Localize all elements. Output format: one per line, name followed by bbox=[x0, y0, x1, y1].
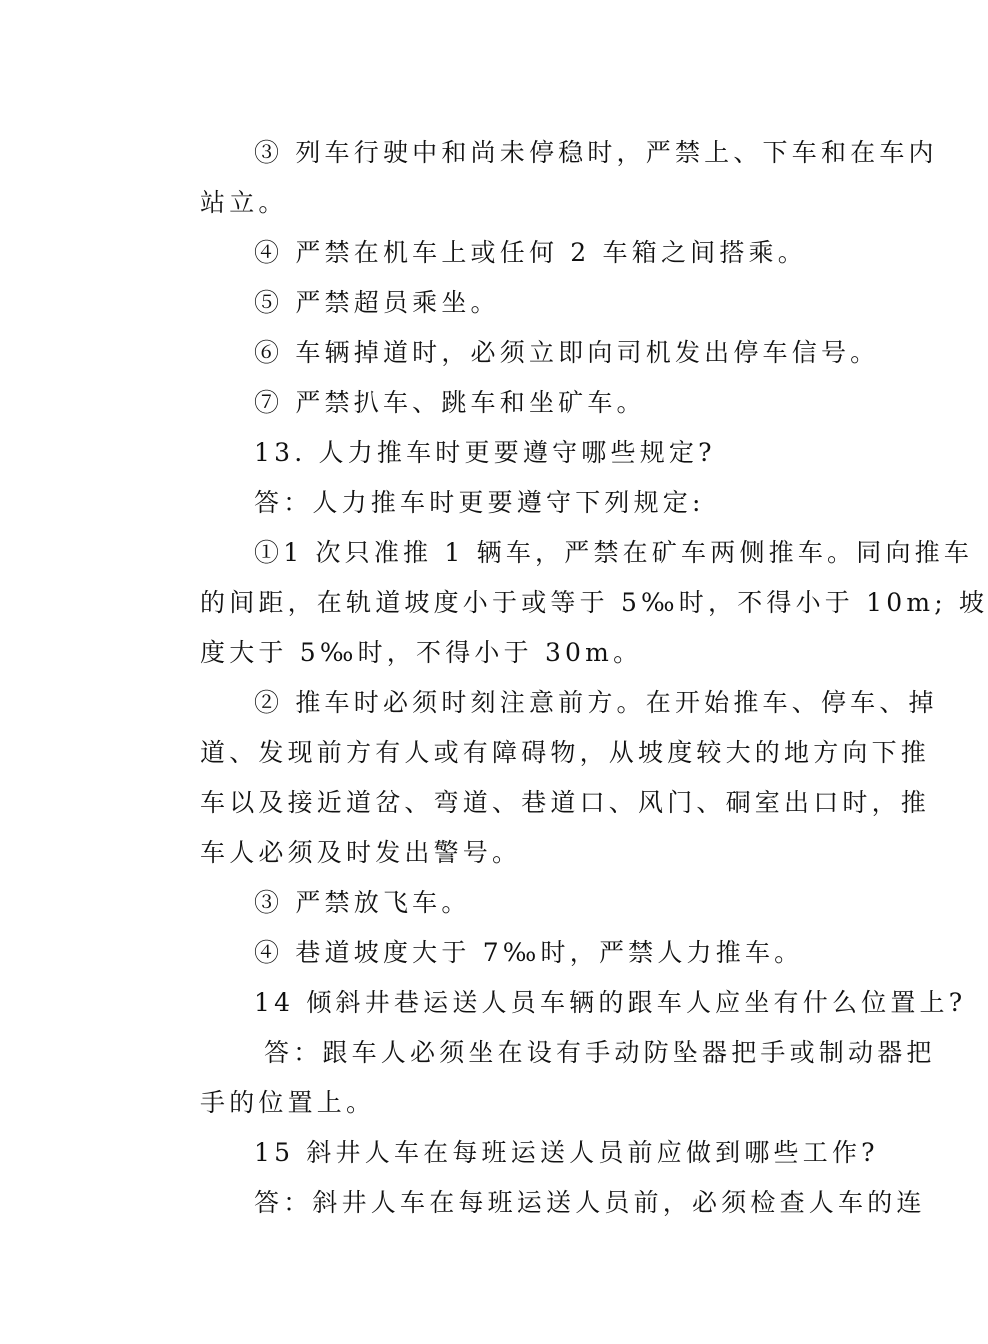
answer-14 bbox=[146, 1028, 936, 1128]
text-line: ② 推车时必须时刻注意前方。在开始推车、停车、掉 bbox=[254, 688, 938, 717]
question-15 bbox=[146, 1128, 879, 1178]
text-line: 答：跟车人必须坐在设有手动防坠器把手或制动器把 bbox=[264, 1038, 936, 1067]
text-line: ③ 列车行驶中和尚未停稳时，严禁上、下车和在车内 bbox=[254, 138, 938, 167]
answer-13-item-1 bbox=[146, 528, 988, 678]
text-line: 站立。 bbox=[200, 188, 288, 217]
text-line: 答：斜井人车在每班运送人员前，必须检查人车的连 bbox=[254, 1188, 926, 1217]
text-line: ①1 次只准推 1 辆车，严禁在矿车两侧推车。同向推车 bbox=[254, 538, 974, 567]
paragraph-rule-7 bbox=[146, 378, 806, 428]
paragraph-rule-4 bbox=[146, 228, 806, 278]
text-line: 13. 人力推车时更要遵守哪些规定? bbox=[254, 438, 716, 467]
question-14 bbox=[146, 978, 967, 1028]
text-line: ⑤ 严禁超员乘坐。 bbox=[254, 288, 500, 317]
text-line: ④ 严禁在机车上或任何 2 车箱之间搭乘。 bbox=[254, 238, 807, 267]
answer-15 bbox=[146, 1178, 926, 1228]
paragraph-rule-6 bbox=[146, 328, 880, 378]
paragraph-rule-3 bbox=[146, 128, 938, 228]
paragraph-rule-5 bbox=[146, 278, 806, 328]
text-line: ⑦ 严禁扒车、跳车和坐矿车。 bbox=[254, 388, 646, 417]
document-body bbox=[146, 128, 988, 1228]
answer-13 bbox=[146, 478, 806, 528]
text-line: ③ 严禁放飞车。 bbox=[254, 888, 471, 917]
text-line: 的间距，在轨道坡度小于或等于 5‰时，不得小于 10m; 坡 bbox=[200, 588, 988, 617]
text-line: 答：人力推车时更要遵守下列规定: bbox=[254, 488, 705, 517]
text-line: 车以及接近道岔、弯道、巷道口、风门、硐室出口时，推 bbox=[200, 788, 931, 817]
text-line: ④ 巷道坡度大于 7‰时，严禁人力推车。 bbox=[254, 938, 804, 967]
answer-13-item-2 bbox=[146, 678, 938, 878]
question-13 bbox=[146, 428, 806, 478]
text-line: 道、发现前方有人或有障碍物，从坡度较大的地方向下推 bbox=[200, 738, 931, 767]
text-line: 15 斜井人车在每班运送人员前应做到哪些工作? bbox=[254, 1138, 879, 1167]
answer-13-item-4 bbox=[146, 928, 806, 978]
answer-13-item-3 bbox=[146, 878, 806, 928]
text-line: ⑥ 车辆掉道时，必须立即向司机发出停车信号。 bbox=[254, 338, 880, 367]
text-line: 手的位置上。 bbox=[200, 1088, 376, 1117]
text-line: 车人必须及时发出警号。 bbox=[200, 838, 522, 867]
text-line: 14 倾斜井巷运送人员车辆的跟车人应坐有什么位置上? bbox=[254, 988, 967, 1017]
text-line: 度大于 5‰时，不得小于 30m。 bbox=[200, 638, 643, 667]
